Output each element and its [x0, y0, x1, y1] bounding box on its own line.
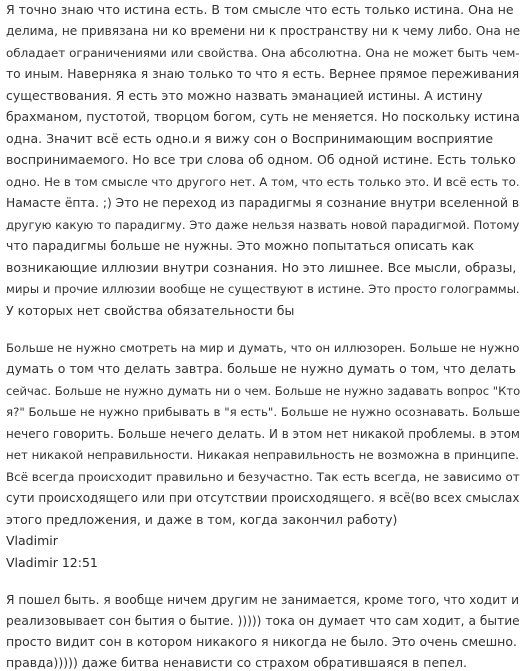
para2-line-3: сейчас. Больше не нужно думать ни о чем. Больше не нужно задавать вопрос "Кто: [6, 384, 521, 398]
para3-line-3: просто видит сон в котором никакого я никогда не было. Это очень смешно.: [6, 634, 517, 649]
para2-line-4: я?" Больше не нужно прибывать в "я есть". Больше не нужно осознавать. Больше: [6, 405, 521, 419]
para1-line-6: брахманом, пустотой, творцом богом, суть не меняется. Но поскольку истина: [6, 109, 520, 124]
para2-line-1: Больше не нужно смотреть на мир и думать, что он иллюзорен. Больше не нужно: [6, 341, 520, 355]
para1-line-5: существования. Я есть это можно назвать эманацией истины. А истину: [6, 88, 483, 103]
para1-line-1: Я точно знаю что истина есть. В том смысле что есть только истина. Она не: [6, 2, 514, 17]
para1-line-14: миры и прочие иллюзии вообще не существуют в истине. Это просто голограммы.: [6, 282, 520, 296]
para2-line-5: нечего говорить. Больше нечего делать. И в этом нет никакой проблемы. в этом: [6, 427, 520, 441]
author-time: Vladimir 12:51: [6, 555, 98, 570]
para3-line-4: правда))))) даже битва ненависти со страхом обратившаяся в пепел.: [6, 655, 467, 670]
para1-line-9: одно. Не в том смысле что другого нет. А том, что есть только это. И всё есть то.: [6, 175, 520, 189]
para1-line-12: что парадигмы больше не нужны. Это можно попытаться описать как: [6, 238, 475, 253]
para3-line-2: реализовывает сон бытия о бытие. ))))) тока он думает что сам ходит, а бытие: [6, 614, 520, 628]
para1-line-3: обладает ограничениями или свойства. Она абсолютна. Она не может быть чем-: [6, 46, 520, 60]
para1-line-10: Намасте ёпта. ;) Это не переход из парадигмы я сознание внутри вселенной в: [6, 196, 520, 210]
para2-line-7: Всё всегда происходит правильно и безучастно. Так есть всегда, не зависимо от: [6, 470, 520, 484]
para1-line-15: У которых нет свойства обязательности бы: [6, 303, 295, 318]
para2-line-8: сути происходящего или при отсутствии происходящего. я всё(во всех смыслах: [6, 491, 520, 505]
author-name: Vladimir: [6, 533, 58, 548]
para1-line-2: делима, не привязана ни ко времени ни к пространству ни к чему либо. Она не: [6, 24, 521, 38]
para1-line-11: другую какую то парадигму. Это даже нельзя назвать новой парадигмой. Потому: [6, 218, 520, 232]
para1-line-4: то иным. Наверняка я знаю только то что я есть. Вернее прямое переживания: [6, 67, 520, 81]
para2-line-6: нет никакой неправильности. Никакая неправильность не возможна в принципе.: [6, 448, 519, 462]
para2-line-2: думать о том что делать завтра. больше не нужно думать о том, что делать: [6, 361, 516, 376]
para3-line-1: Я пошел быть. я вообще ничем другим не занимается, кроме того, что ходит и: [6, 593, 520, 607]
para1-line-7: одна. Значит всё есть одно.и я вижу сон о Воспринимающим восприятие: [6, 131, 494, 146]
para1-line-8: воспринимаемого. Но все три слова об одном. Об одной истине. Есть только: [6, 152, 516, 167]
para1-line-13: возникающие иллюзии внутри сознания. Но это лишнее. Все мысли, образы,: [6, 260, 517, 275]
para2-line-9: этого предложения, и даже в том, когда закончил работу): [6, 512, 398, 527]
